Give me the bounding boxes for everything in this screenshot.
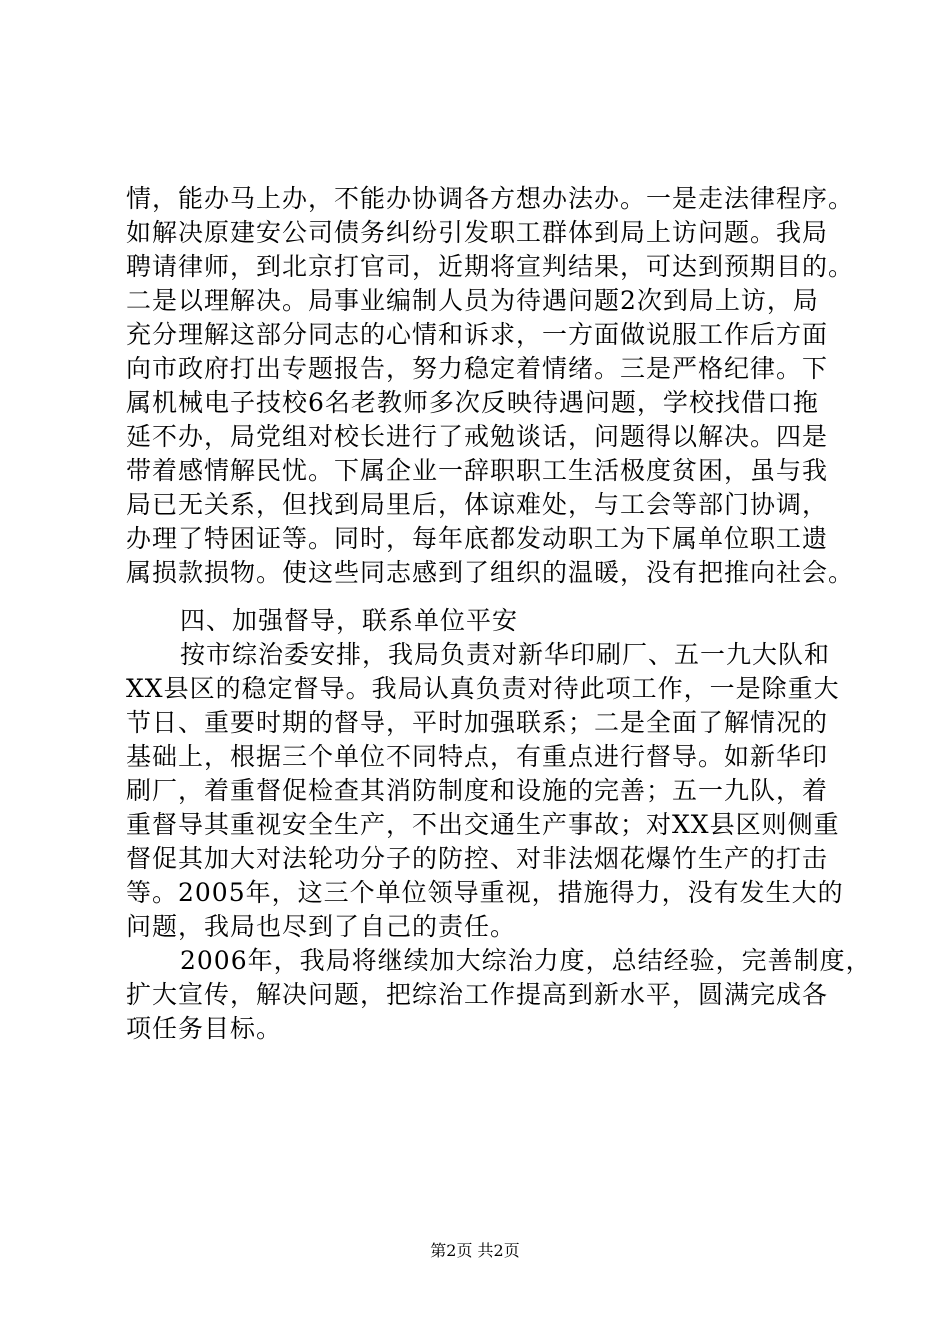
body-text-line: 按市综治委安排，我局负责对新华印刷厂、五一九大队和 [180, 640, 831, 669]
body-text-line: 扩大宣传，解决问题，把综治工作提高到新水平，圆满完成各 [126, 980, 829, 1009]
body-text-line: 节日、重要时期的督导，平时加强联系；二是全面了解情况的 [126, 708, 829, 737]
body-text-line: 充分理解这部分同志的心情和诉求，一方面做说服工作后方面 [126, 320, 829, 349]
body-text-line: 延不办，局党组对校长进行了戒勉谈话，问题得以解决。四是 [126, 422, 829, 451]
body-text-line: 办理了特困证等。同时，每年底都发动职工为下属单位职工遗 [126, 524, 829, 553]
body-text-line: 基础上，根据三个单位不同特点，有重点进行督导。如新华印 [126, 742, 829, 771]
body-text-line: 情，能办马上办，不能办协调各方想办法办。一是走法律程序。 [126, 184, 855, 213]
body-text-line: 属损款损物。使这些同志感到了组织的温暖，没有把推向社会。 [126, 558, 855, 587]
body-text-line: 等。2005年，这三个单位领导重视，措施得力，没有发生大的 [126, 878, 844, 907]
body-text-line: 聘请律师，到北京打官司，近期将宣判结果，可达到预期目的。 [126, 252, 855, 281]
body-text-line: 带着感情解民忧。下属企业一辞职职工生活极度贫困，虽与我 [126, 456, 829, 485]
body-text-line: 重督导其重视安全生产，不出交通生产事故；对XX县区则侧重 [126, 810, 840, 839]
section-heading: 四、加强督导，联系单位平安 [180, 606, 519, 635]
body-text-line: 督促其加大对法轮功分子的防控、对非法烟花爆竹生产的打击 [126, 844, 829, 873]
body-text-line: 二是以理解决。局事业编制人员为待遇问题2次到局上访，局 [126, 286, 819, 315]
body-text-line: 2006年，我局将继续加大综治力度，总结经验，完善制度， [180, 946, 872, 975]
body-text-line: 项任务目标。 [126, 1014, 283, 1043]
body-text-line: 如解决原建安公司债务纠纷引发职工群体到局上访问题。我局 [126, 218, 829, 247]
body-text-line: 属机械电子技校6名老教师多次反映待遇问题，学校找借口拖 [126, 388, 819, 417]
page-number-footer: 第2页 共2页 [430, 1241, 520, 1260]
body-text-line: 问题，我局也尽到了自己的责任。 [126, 912, 517, 941]
body-text-line: XX县区的稳定督导。我局认真负责对待此项工作，一是除重大 [126, 674, 840, 703]
body-text-line: 局已无关系，但找到局里后，体谅难处，与工会等部门协调， [126, 490, 829, 519]
body-text-line: 刷厂，着重督促检查其消防制度和设施的完善；五一九队，着 [126, 776, 829, 805]
body-text-line: 向市政府打出专题报告，努力稳定着情绪。三是严格纪律。下 [126, 354, 829, 383]
